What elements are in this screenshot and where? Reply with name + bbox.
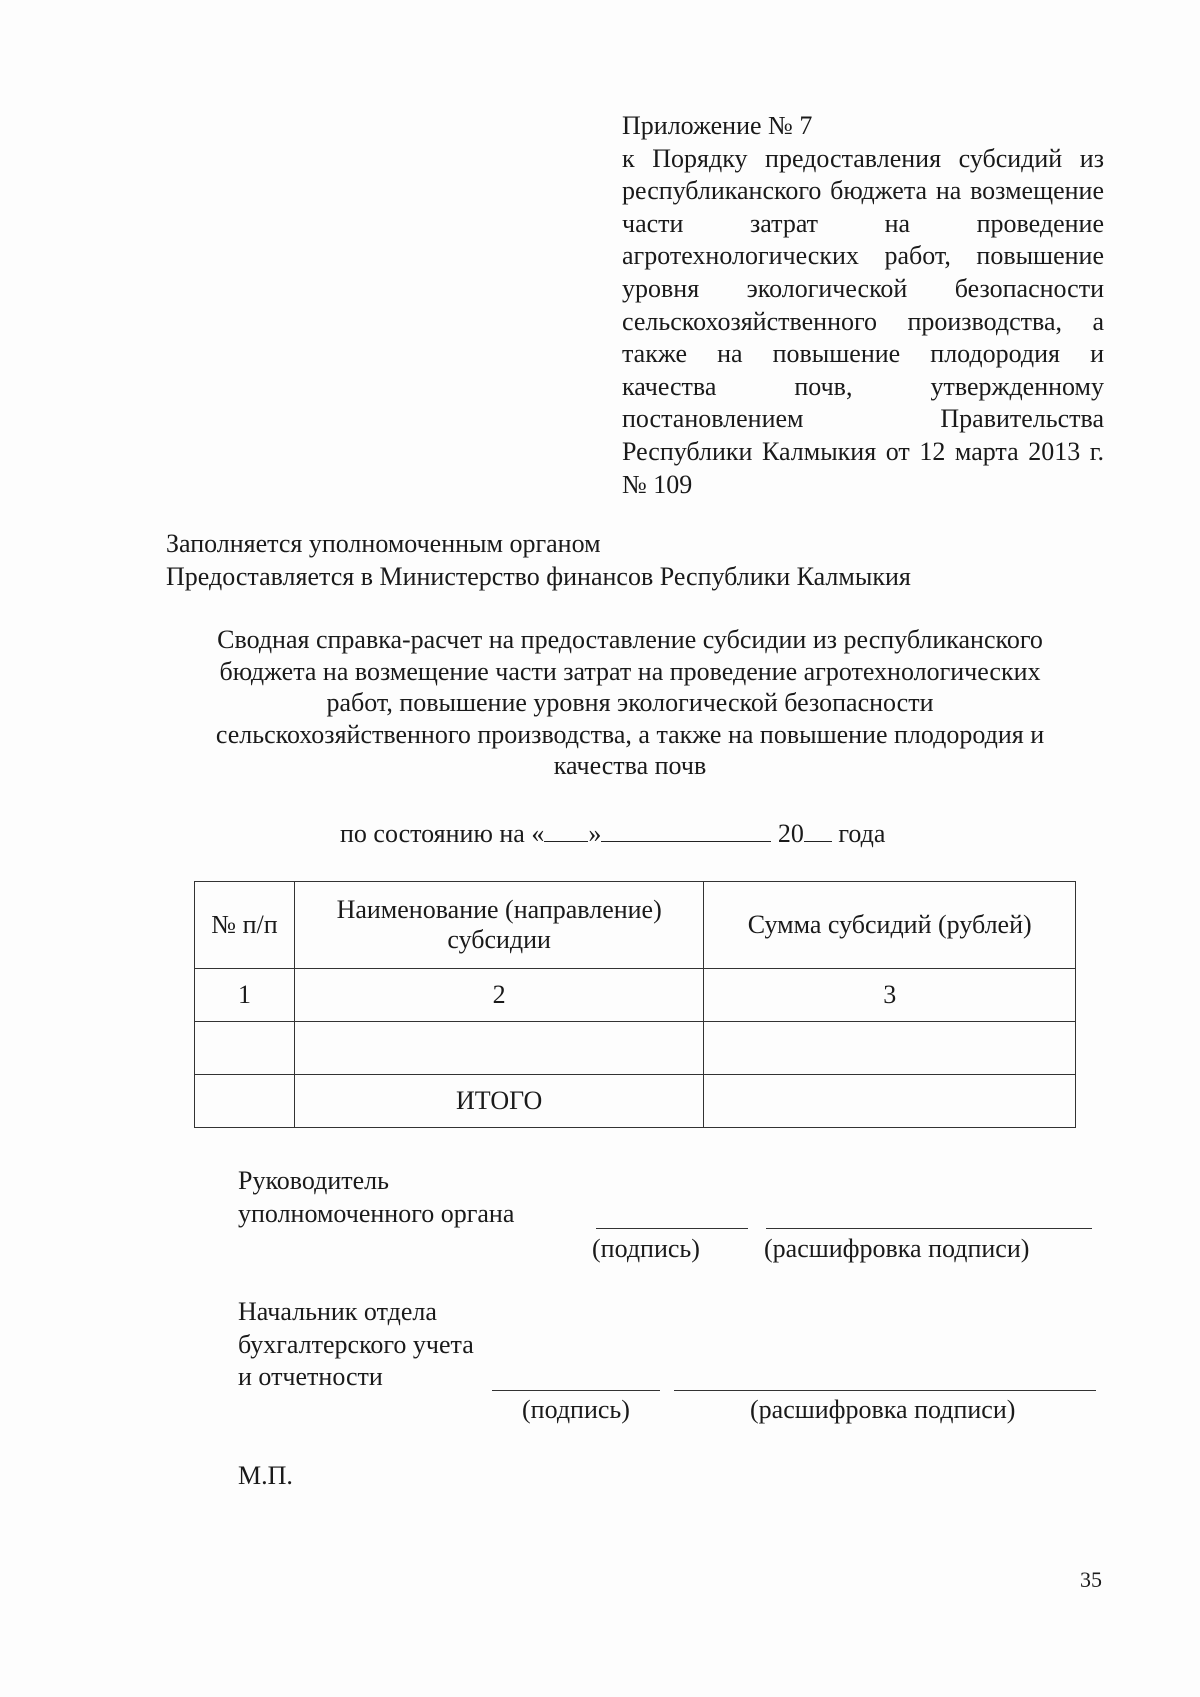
month-blank [601,819,771,842]
accountant-decoding-caption: (расшифровка подписи) [750,1395,1016,1424]
accountant-signature-label [238,1296,474,1394]
table-cell [294,1022,704,1075]
heading-line: Сводная справка-расчет на предоставление субсидии из республиканского [217,625,1043,654]
table-cell [195,1022,295,1075]
signature-label-line: бухгалтерского учета [238,1329,474,1359]
total-amount-cell [704,1075,1076,1128]
column-number: 1 [195,969,295,1022]
accountant-signature-caption: (подпись) [522,1395,630,1424]
appendix-text: к Порядку предоставления субсидий из республиканского бюджета на возмещение части затрат на проведение агротехнологических работ, повышение уровня экологической безопасности сельскохозяйственного производства, а также на повышение плодородия и качества почв, утвержденному постановлением Правительства Республики Калмыкия от 12 марта 2013 г. № 109 [622,143,1104,499]
as-of-suffix: года [831,819,886,848]
heading-line: качества почв [553,751,707,780]
head-decoding-line [766,1228,1092,1229]
header-number: № п/п [195,882,295,969]
year-prefix: 20 [777,819,804,848]
header-amount: Сумма субсидий (рублей) [704,882,1076,969]
appendix-block [622,110,1104,501]
header-name: Наименование (направление) субсидии [294,882,704,969]
page-number: 35 [1080,1567,1102,1592]
table-cell [195,1075,295,1128]
signature-label-line: и отчетности [238,1362,383,1391]
total-label: ИТОГО [294,1075,704,1128]
filled-by-note: Заполняется уполномоченным органом [166,529,601,558]
year-blank [804,819,832,842]
submitted-to-note: Предоставляется в Министерство финансов Республики Калмыкия [166,562,911,591]
subsidy-table [194,881,1076,1128]
table-total-row [195,1075,1076,1128]
as-of-date-line [340,818,885,850]
heading-line: бюджета на возмещение части затрат на проведение агротехнологических [219,656,1041,686]
table-column-numbers-row [195,969,1076,1022]
accountant-signature-line [492,1390,660,1391]
head-signature-label [238,1165,514,1230]
signature-label-line: Руководитель [238,1166,389,1195]
accountant-decoding-line [674,1390,1096,1391]
table-row [195,1022,1076,1075]
signature-label-line: Начальник отдела [238,1297,437,1326]
as-of-prefix: по состоянию на « [340,819,545,848]
column-number: 2 [294,969,704,1022]
table-header-row [195,882,1076,969]
head-signature-line [596,1228,748,1229]
column-number: 3 [704,969,1076,1022]
table-cell [704,1022,1076,1075]
day-blank [544,819,588,842]
heading-line: сельскохозяйственного производства, а также на повышение плодородия и [215,719,1045,749]
head-signature-caption: (подпись) [592,1234,700,1263]
heading-line: работ, повышение уровня экологической безопасности [326,688,934,717]
head-decoding-caption: (расшифровка подписи) [764,1234,1030,1263]
document-heading [160,624,1100,782]
as-of-quote-close: » [588,819,602,848]
signature-label-line: уполномоченного органа [238,1198,515,1228]
stamp-place-label: М.П. [238,1461,293,1490]
appendix-title: Приложение № 7 [622,111,813,140]
